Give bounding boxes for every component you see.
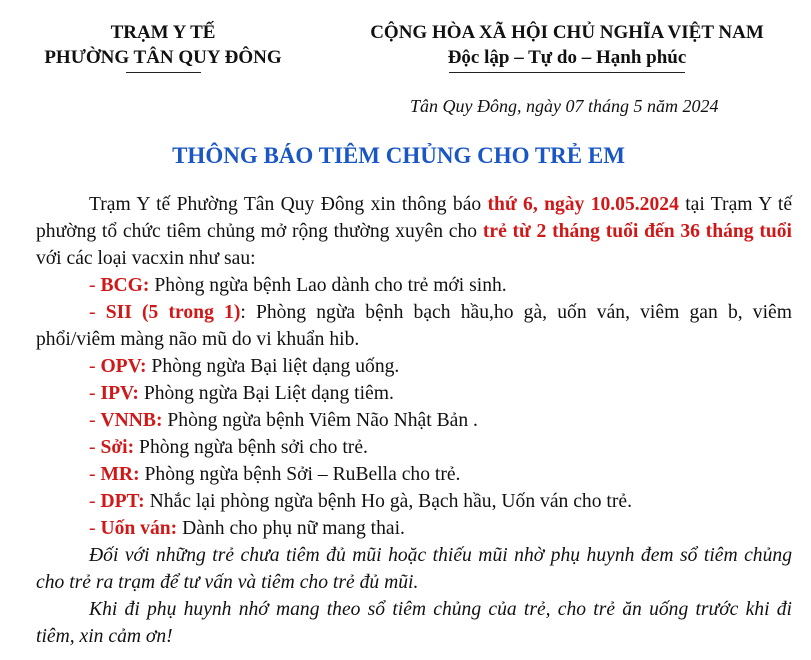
vaccine-name: BCG: — [100, 275, 150, 296]
note-missed-doses: Đối với những trẻ chưa tiêm đủ mũi hoặc thiếu mũi nhờ phụ huynh đem sổ tiêm chủng cho trẻ ra trạm để tư vấn và tiêm cho trẻ đủ mũi. — [36, 545, 792, 593]
note-reminder: Khi đi phụ huynh nhớ mang theo sổ tiêm chủng của trẻ, cho trẻ ăn uống trước khi đi tiêm, xin cảm ơn! — [36, 599, 792, 647]
vaccine-name: MR: — [100, 464, 140, 485]
vaccine-desc: Phòng ngừa bệnh Viêm Não Nhật Bản . — [162, 410, 478, 431]
intro-text-3: với các loại vacxin như sau: — [36, 248, 256, 269]
document-body — [36, 191, 792, 650]
intro-date-highlight: thứ 6, ngày 10.05.2024 — [487, 194, 679, 215]
issuer-block — [26, 20, 300, 73]
vaccine-item-vnnb — [36, 407, 792, 434]
vaccine-desc: Phòng ngừa Bại liệt dạng uống. — [146, 356, 400, 377]
issuer-ward: PHƯỜNG TÂN QUY ĐÔNG — [44, 47, 282, 68]
vaccine-item-mr — [36, 461, 792, 488]
vaccine-dash: - — [89, 383, 101, 404]
vaccine-item-dpt — [36, 488, 792, 515]
vaccine-desc: Dành cho phụ nữ mang thai. — [177, 518, 405, 539]
national-name: CỘNG HÒA XÃ HỘI CHỦ NGHĨA VIỆT NAM — [370, 22, 764, 43]
national-motto: Độc lập – Tự do – Hạnh phúc — [447, 47, 687, 68]
intro-text-2: tại Trạm Y tế phường tổ chức tiêm chủng mở rộng thường xuyên cho — [36, 194, 793, 242]
intro-paragraph — [36, 191, 792, 272]
vaccine-desc: Phòng ngừa bệnh sởi cho trẻ. — [134, 437, 368, 458]
vaccine-dash: - — [89, 437, 101, 458]
vaccine-item-opv — [36, 353, 792, 380]
vaccine-item-uon-van — [36, 515, 792, 542]
national-motto-block — [346, 20, 788, 73]
vaccine-dash: - — [89, 464, 101, 485]
vaccine-item-sii — [36, 299, 792, 353]
vaccine-name: DPT: — [100, 491, 145, 512]
vaccine-name: Sởi: — [100, 437, 135, 458]
vaccine-name: SII (5 trong 1) — [105, 302, 241, 323]
vaccine-dash: - — [89, 518, 101, 539]
vaccine-item-ipv — [36, 380, 792, 407]
vaccine-desc: Nhắc lại phòng ngừa bệnh Ho gà, Bạch hầu, Uốn ván cho trẻ. — [144, 491, 632, 512]
motto-underline — [449, 72, 685, 73]
vaccine-dash: - — [89, 491, 101, 512]
document-title: THÔNG BÁO TIÊM CHỦNG CHO TRẺ EM — [172, 143, 625, 168]
vaccine-name: OPV: — [100, 356, 147, 377]
vaccine-name: VNNB: — [100, 410, 163, 431]
vaccine-desc: Phòng ngừa Bại Liệt dạng tiêm. — [138, 383, 394, 404]
dateline: Tân Quy Đông, ngày 07 tháng 5 năm 2024 — [410, 96, 719, 116]
vaccine-dash: - — [89, 410, 101, 431]
vaccine-desc: : Phòng ngừa bệnh bạch hầu,ho gà, uốn ván, viêm gan b, viêm phổi/viêm màng não mũ do vi khuẩn hib. — [36, 302, 792, 350]
vaccine-dash: - — [89, 275, 101, 296]
vaccine-item-bcg — [36, 272, 792, 299]
vaccine-desc: Phòng ngừa bệnh Lao dành cho trẻ mới sinh. — [149, 275, 507, 296]
vaccine-name: Uốn ván: — [100, 518, 178, 539]
vaccine-dash: - — [89, 356, 101, 377]
vaccine-item-soi — [36, 434, 792, 461]
issuer-underline — [126, 72, 201, 73]
intro-text-1: Trạm Y tế Phường Tân Quy Đông xin thông báo — [89, 194, 488, 215]
issuer-name: TRẠM Y TẾ — [110, 22, 216, 43]
vaccine-desc: Phòng ngừa bệnh Sởi – RuBella cho trẻ. — [139, 464, 461, 485]
intro-age-highlight: trẻ từ 2 tháng tuổi đến 36 tháng tuổi — [482, 221, 793, 242]
vaccine-dash: - — [89, 302, 106, 323]
vaccine-name: IPV: — [100, 383, 139, 404]
